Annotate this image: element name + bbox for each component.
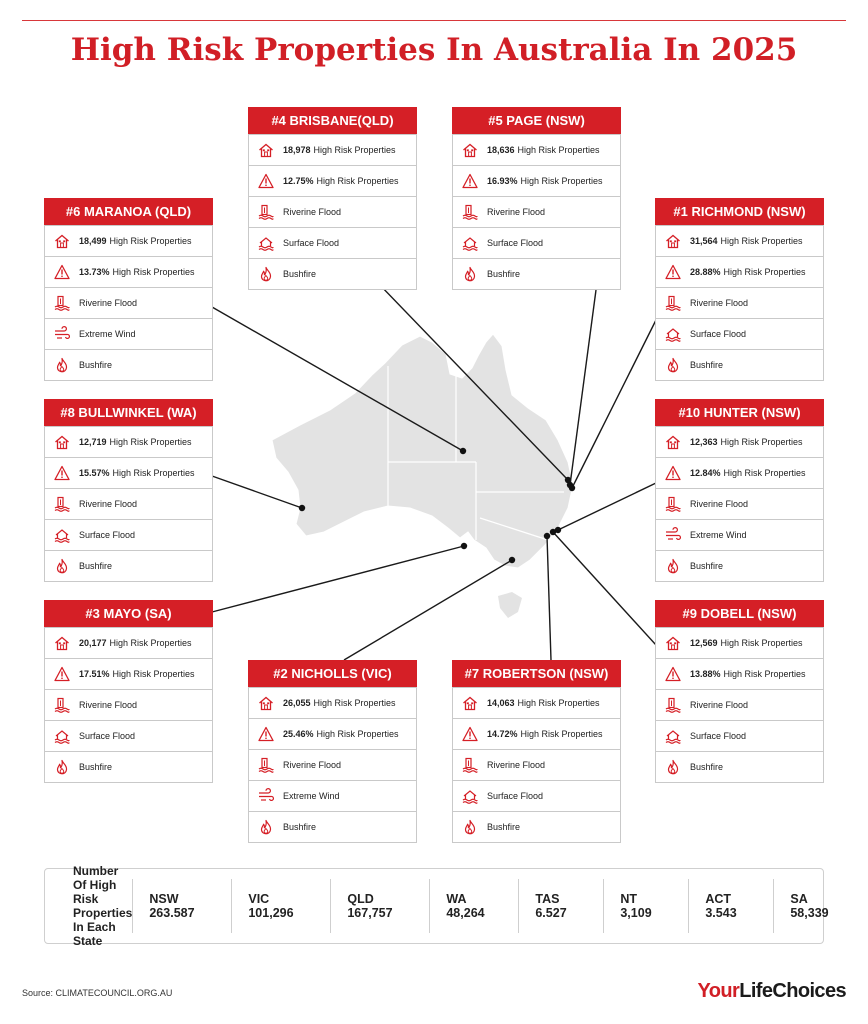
hazard-bushfire	[656, 349, 823, 380]
brand-part-2: LifeChoices	[739, 980, 846, 1002]
row-label: Riverine Flood	[487, 207, 546, 217]
card-heading: #7 ROBERTSON (NSW)	[452, 660, 621, 687]
fire-icon	[462, 819, 478, 835]
riverine-flood-icon	[462, 757, 478, 773]
state-summary-label: Number Of High Risk Properties In Each State	[73, 864, 133, 948]
card-5-page-nsw	[452, 107, 621, 290]
properties-row	[656, 426, 823, 457]
riverine-flood-icon	[258, 204, 274, 220]
location-dot	[461, 543, 467, 549]
state-nsw	[132, 879, 231, 933]
location-dot	[509, 557, 515, 563]
row-label: High Risk Properties	[720, 638, 803, 648]
wind-icon	[665, 527, 681, 543]
riverine-flood-icon	[665, 496, 681, 512]
hazard-bushfire	[453, 811, 620, 842]
warning-icon	[54, 264, 70, 280]
row-label: High Risk Properties	[112, 468, 195, 478]
properties-row	[45, 627, 212, 658]
hazard-bushfire	[249, 811, 416, 842]
state-name: ACT	[705, 892, 732, 906]
card-4-brisbane-qld	[248, 107, 417, 290]
card-heading: #5 PAGE (NSW)	[452, 107, 621, 134]
percent-row	[249, 718, 416, 749]
warning-icon	[258, 173, 274, 189]
row-label: Riverine Flood	[690, 298, 749, 308]
house-icon	[665, 233, 681, 249]
row-label: Bushfire	[283, 822, 317, 832]
house-icon	[462, 695, 478, 711]
row-label: High Risk Properties	[520, 176, 603, 186]
hazard-surface-flood	[453, 780, 620, 811]
metric-value: 16.93%	[487, 176, 518, 186]
house-icon	[54, 233, 70, 249]
fire-icon	[665, 759, 681, 775]
hazard-bushfire	[45, 550, 212, 581]
row-label: Riverine Flood	[690, 700, 749, 710]
hazard-riverine-flood	[45, 287, 212, 318]
hazard-bushfire	[453, 258, 620, 289]
metric-value: 18,499	[79, 236, 107, 246]
hazard-extreme-wind	[249, 780, 416, 811]
row-label: Riverine Flood	[283, 760, 342, 770]
row-label: High Risk Properties	[723, 267, 806, 277]
card-1-richmond-nsw	[655, 198, 824, 381]
percent-row	[45, 457, 212, 488]
riverine-flood-icon	[462, 204, 478, 220]
warning-icon	[258, 726, 274, 742]
row-label: High Risk Properties	[517, 698, 600, 708]
state-value: 101,296	[248, 906, 294, 920]
row-label: High Risk Properties	[313, 145, 396, 155]
riverine-flood-icon	[54, 697, 70, 713]
hazard-riverine-flood	[656, 488, 823, 519]
row-label: Surface Flood	[690, 329, 747, 339]
metric-value: 18,978	[283, 145, 311, 155]
metric-value: 28.88%	[690, 267, 721, 277]
row-label: High Risk Properties	[109, 437, 192, 447]
metric-value: 12,569	[690, 638, 718, 648]
metric-value: 31,564	[690, 236, 718, 246]
row-label: High Risk Properties	[109, 638, 192, 648]
properties-row	[656, 627, 823, 658]
row-label: High Risk Properties	[313, 698, 396, 708]
card-3-mayo-sa	[44, 600, 213, 783]
hazard-riverine-flood	[453, 749, 620, 780]
row-label: Bushfire	[487, 822, 521, 832]
warning-icon	[462, 173, 478, 189]
row-label: High Risk Properties	[517, 145, 600, 155]
row-label: Extreme Wind	[690, 530, 747, 540]
leader-line	[212, 546, 464, 612]
hazard-riverine-flood	[45, 488, 212, 519]
properties-row	[249, 687, 416, 718]
properties-row	[249, 134, 416, 165]
state-name: WA	[446, 892, 467, 906]
row-label: Extreme Wind	[79, 329, 136, 339]
state-wa	[429, 879, 518, 933]
state-act	[688, 879, 773, 933]
row-label: Bushfire	[487, 269, 521, 279]
leader-line	[344, 560, 512, 660]
brand-part-1: Your	[697, 980, 740, 1002]
row-label: Bushfire	[79, 762, 113, 772]
surface-flood-icon	[258, 235, 274, 251]
wind-icon	[258, 788, 274, 804]
state-values	[132, 879, 860, 933]
row-label: Bushfire	[690, 360, 724, 370]
hazard-surface-flood	[45, 720, 212, 751]
warning-icon	[665, 465, 681, 481]
percent-row	[656, 256, 823, 287]
row-label: High Risk Properties	[316, 176, 399, 186]
state-name: QLD	[347, 892, 374, 906]
card-2-nicholls-vic	[248, 660, 417, 843]
row-label: Surface Flood	[487, 238, 544, 248]
state-value: 3,109	[620, 906, 652, 920]
state-name: VIC	[248, 892, 270, 906]
wind-icon	[54, 326, 70, 342]
row-label: Surface Flood	[690, 731, 747, 741]
state-name: NSW	[149, 892, 179, 906]
metric-value: 20,177	[79, 638, 107, 648]
row-label: High Risk Properties	[723, 669, 806, 679]
leader-line	[553, 532, 656, 645]
card-heading: #3 MAYO (SA)	[44, 600, 213, 627]
fire-icon	[258, 266, 274, 282]
fire-icon	[54, 357, 70, 373]
card-heading: #6 MARANOA (QLD)	[44, 198, 213, 225]
metric-value: 14.72%	[487, 729, 518, 739]
row-label: Extreme Wind	[283, 791, 340, 801]
state-sa	[773, 879, 860, 933]
hazard-extreme-wind	[45, 318, 212, 349]
fire-icon	[665, 357, 681, 373]
percent-row	[249, 165, 416, 196]
leader-line	[570, 290, 596, 485]
hazard-bushfire	[249, 258, 416, 289]
location-dot	[544, 533, 550, 539]
warning-icon	[462, 726, 478, 742]
row-label: Surface Flood	[487, 791, 544, 801]
house-icon	[462, 142, 478, 158]
fire-icon	[54, 558, 70, 574]
row-label: Bushfire	[79, 561, 113, 571]
fire-icon	[258, 819, 274, 835]
row-label: Surface Flood	[283, 238, 340, 248]
row-label: Riverine Flood	[79, 499, 138, 509]
house-icon	[665, 434, 681, 450]
hazard-riverine-flood	[45, 689, 212, 720]
riverine-flood-icon	[665, 697, 681, 713]
properties-row	[656, 225, 823, 256]
warning-icon	[665, 666, 681, 682]
leader-line	[547, 536, 551, 660]
state-value: 6.527	[535, 906, 567, 920]
tasmania	[498, 592, 522, 618]
percent-row	[45, 256, 212, 287]
hazard-surface-flood	[656, 318, 823, 349]
house-icon	[258, 695, 274, 711]
row-label: High Risk Properties	[720, 437, 803, 447]
percent-row	[45, 658, 212, 689]
row-label: Riverine Flood	[79, 298, 138, 308]
state-name: NT	[620, 892, 638, 906]
hazard-surface-flood	[453, 227, 620, 258]
fire-icon	[462, 266, 478, 282]
state-value: 167,757	[347, 906, 393, 920]
metric-value: 17.51%	[79, 669, 110, 679]
hazard-surface-flood	[249, 227, 416, 258]
state-vic	[231, 879, 330, 933]
row-label: High Risk Properties	[723, 468, 806, 478]
properties-row	[453, 687, 620, 718]
surface-flood-icon	[54, 527, 70, 543]
card-8-bullwinkel-wa	[44, 399, 213, 582]
hazard-bushfire	[656, 751, 823, 782]
metric-value: 13.88%	[690, 669, 721, 679]
location-dot	[550, 529, 556, 535]
state-qld	[330, 879, 429, 933]
warning-icon	[54, 666, 70, 682]
card-heading: #9 DOBELL (NSW)	[655, 600, 824, 627]
row-label: Bushfire	[79, 360, 113, 370]
row-label: High Risk Properties	[112, 267, 195, 277]
card-heading: #1 RICHMOND (NSW)	[655, 198, 824, 225]
row-label: Bushfire	[283, 269, 317, 279]
hazard-bushfire	[45, 751, 212, 782]
row-label: Riverine Flood	[283, 207, 342, 217]
percent-row	[453, 165, 620, 196]
warning-icon	[665, 264, 681, 280]
state-nt	[603, 879, 688, 933]
state-name: TAS	[535, 892, 560, 906]
metric-value: 26,055	[283, 698, 311, 708]
card-heading: #8 BULLWINKEL (WA)	[44, 399, 213, 426]
card-heading: #10 HUNTER (NSW)	[655, 399, 824, 426]
percent-row	[453, 718, 620, 749]
surface-flood-icon	[665, 326, 681, 342]
row-label: High Risk Properties	[520, 729, 603, 739]
location-dot	[569, 485, 575, 491]
riverine-flood-icon	[54, 496, 70, 512]
surface-flood-icon	[462, 235, 478, 251]
state-value: 263.587	[149, 906, 195, 920]
state-summary	[44, 864, 829, 948]
location-dot	[460, 448, 466, 454]
percent-row	[656, 457, 823, 488]
metric-value: 12,363	[690, 437, 718, 447]
state-value: 48,264	[446, 906, 485, 920]
percent-row	[656, 658, 823, 689]
properties-row	[453, 134, 620, 165]
card-6-maranoa-qld	[44, 198, 213, 381]
card-9-dobell-nsw	[655, 600, 824, 783]
card-10-hunter-nsw	[655, 399, 824, 582]
row-label: High Risk Properties	[112, 669, 195, 679]
brand-logo	[698, 980, 846, 1003]
house-icon	[54, 635, 70, 651]
hazard-riverine-flood	[656, 287, 823, 318]
row-label: High Risk Properties	[720, 236, 803, 246]
metric-value: 12,719	[79, 437, 107, 447]
fire-icon	[665, 558, 681, 574]
properties-row	[45, 225, 212, 256]
metric-value: 13.73%	[79, 267, 110, 277]
card-heading: #2 NICHOLLS (VIC)	[248, 660, 417, 687]
metric-value: 25.46%	[283, 729, 314, 739]
hazard-riverine-flood	[656, 689, 823, 720]
surface-flood-icon	[665, 728, 681, 744]
row-label: Riverine Flood	[690, 499, 749, 509]
card-heading: #4 BRISBANE(QLD)	[248, 107, 417, 134]
leader-line	[212, 476, 302, 508]
row-label: Riverine Flood	[487, 760, 546, 770]
state-value: 58,339	[790, 906, 829, 920]
warning-icon	[54, 465, 70, 481]
leader-line	[572, 320, 656, 488]
row-label: Bushfire	[690, 561, 724, 571]
location-dot	[299, 505, 305, 511]
metric-value: 15.57%	[79, 468, 110, 478]
metric-value: 12.84%	[690, 468, 721, 478]
metric-value: 14,063	[487, 698, 515, 708]
hazard-extreme-wind	[656, 519, 823, 550]
riverine-flood-icon	[258, 757, 274, 773]
row-label: Surface Flood	[79, 530, 136, 540]
fire-icon	[54, 759, 70, 775]
row-label: High Risk Properties	[109, 236, 192, 246]
hazard-riverine-flood	[249, 196, 416, 227]
riverine-flood-icon	[665, 295, 681, 311]
row-label: High Risk Properties	[316, 729, 399, 739]
state-tas	[518, 879, 603, 933]
hazard-riverine-flood	[453, 196, 620, 227]
row-label: Bushfire	[690, 762, 724, 772]
properties-row	[45, 426, 212, 457]
row-label: Riverine Flood	[79, 700, 138, 710]
house-icon	[54, 434, 70, 450]
hazard-surface-flood	[656, 720, 823, 751]
state-name: SA	[790, 892, 808, 906]
surface-flood-icon	[54, 728, 70, 744]
house-icon	[665, 635, 681, 651]
card-7-robertson-nsw	[452, 660, 621, 843]
hazard-bushfire	[45, 349, 212, 380]
state-value: 3.543	[705, 906, 737, 920]
hazard-bushfire	[656, 550, 823, 581]
riverine-flood-icon	[54, 295, 70, 311]
page-title: High Risk Properties In Australia In 2025	[70, 32, 798, 68]
metric-value: 18,636	[487, 145, 515, 155]
source-note: Source: CLIMATECOUNCIL.ORG.AU	[22, 988, 173, 998]
row-label: Surface Flood	[79, 731, 136, 741]
house-icon	[258, 142, 274, 158]
hazard-surface-flood	[45, 519, 212, 550]
surface-flood-icon	[462, 788, 478, 804]
metric-value: 12.75%	[283, 176, 314, 186]
hazard-riverine-flood	[249, 749, 416, 780]
